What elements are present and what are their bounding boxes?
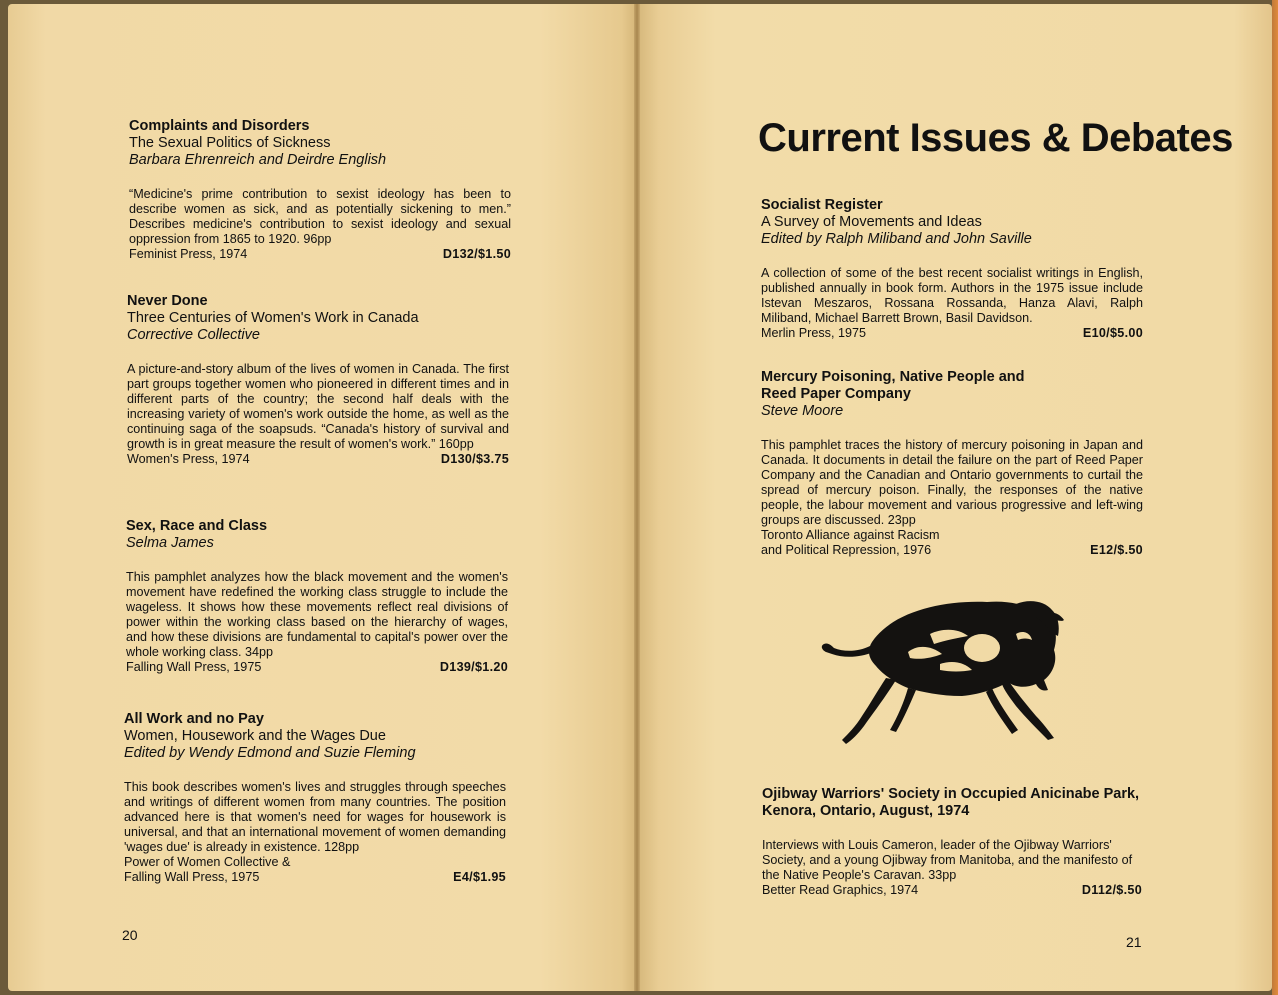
entry-author: Edited by Ralph Miliband and John Saville <box>761 231 1032 247</box>
entry-author: Selma James <box>126 535 214 551</box>
book-entry-complaints <box>129 118 511 262</box>
book-entry-ojibway-warriors <box>762 786 1142 898</box>
entry-publisher: Merlin Press, 1975 <box>761 326 866 340</box>
entry-author: Edited by Wendy Edmond and Suzie Fleming <box>124 745 416 761</box>
entry-description: This book describes women's lives and struggles through speeches and writings of different women from many countries. The position advanced here is that women's need for wages for housework is universal, and that an international movement of women demanding 'wages due' is already in existence. 128pp <box>124 780 506 854</box>
entry-subtitle: A Survey of Movements and Ideas <box>761 214 982 230</box>
entry-title: Ojibway Warriors' Society in Occupied Anicinabe Park, Kenora, Ontario, August, 1974 <box>762 786 1140 819</box>
entry-footer <box>127 452 509 467</box>
book-entry-mercury-poisoning <box>761 369 1143 558</box>
page-edge <box>1272 0 1278 995</box>
entry-title: All Work and no Pay <box>124 711 264 727</box>
book-entry-sex-race-class <box>126 518 508 675</box>
entry-title: Mercury Poisoning, Native People and Reed Paper Company <box>761 369 1025 402</box>
page-number-right: 21 <box>1126 934 1142 950</box>
entry-price: D132/$1.50 <box>442 247 511 261</box>
buffalo-illustration <box>812 592 1074 750</box>
book-entry-socialist-register <box>761 197 1143 341</box>
entry-title: Never Done <box>127 293 208 309</box>
entry-description: This pamphlet traces the history of mercury poisoning in Japan and Canada. It documents in detail the failure on the part of Reed Paper Company and the Canadian and Ontario governments to curtail the spread of mercury poison. Finally, the responses of the native people, the labour movement and various progressive and left-wing groups are discussed. 23pp <box>761 438 1143 527</box>
entry-description: A picture-and-story album of the lives of women in Canada. The first part groups together women who pioneered in different times and in different parts of the country; the second half deals with the increasing variety of women's work outside the home, as well as the continuing saga of the soapsuds. “Canada's history of survival and growth is in great measure the result of women's work.” 160pp <box>127 362 509 451</box>
entry-title: Sex, Race and Class <box>126 518 268 534</box>
buffalo-silhouette <box>822 601 1064 744</box>
book-entry-never-done <box>127 293 509 467</box>
entry-price: E12/$.50 <box>1090 543 1143 557</box>
page-number-left: 20 <box>122 927 138 943</box>
entry-description: A collection of some of the best recent socialist writings in English, published annually in book form. Authors in the 1975 issue include Istevan Meszaros, Rossana Rossanda, Hanza Alavi, Ralph Miliband, Michael Barrett Brown, Basil Davidson. <box>761 266 1143 325</box>
entry-description: “Medicine's prime contribution to sexist ideology has been to describe women as sick, and as potentially sickening to men.” Describes medicine's contribution to sexist ideology and sexual oppression from 1865 to 1920. 96pp <box>129 187 511 246</box>
entry-author: Steve Moore <box>761 403 844 419</box>
entry-author: Barbara Ehrenreich and Deirdre English <box>129 152 387 168</box>
entry-price: E4/$1.95 <box>453 870 506 884</box>
entry-description: This pamphlet analyzes how the black movement and the women's movement have redefined the working class struggle to include the wageless. It shows how these movements reflect real divisions of power within the working class based on the hierarchy of wages, and how these divisions are fundamental to capital's power over the whole working class. 34pp <box>126 570 508 659</box>
entry-description: Interviews with Louis Cameron, leader of the Ojibway Warriors' Society, and a young Ojibway from Manitoba, and the manifesto of the Native People's Caravan. 33pp <box>762 838 1133 882</box>
entry-footer <box>762 883 1142 898</box>
entry-publisher: Better Read Graphics, 1974 <box>762 883 919 897</box>
entry-footer <box>124 855 506 885</box>
section-heading: Current Issues & Debates <box>758 116 1233 160</box>
entry-footer <box>761 326 1143 341</box>
entry-subtitle: Women, Housework and the Wages Due <box>124 728 386 744</box>
entry-publisher: Toronto Alliance against Racism and Political Repression, 1976 <box>761 528 940 557</box>
entry-price: D112/$.50 <box>1081 883 1142 897</box>
entry-subtitle: The Sexual Politics of Sickness <box>129 135 331 151</box>
entry-publisher: Power of Women Collective & Falling Wall Press, 1975 <box>124 855 291 884</box>
entry-footer <box>761 528 1143 558</box>
entry-price: E10/$5.00 <box>1082 326 1143 340</box>
entry-author: Corrective Collective <box>127 327 260 343</box>
entry-publisher: Feminist Press, 1974 <box>129 247 248 261</box>
entry-price: D139/$1.20 <box>439 660 508 674</box>
entry-footer <box>126 660 508 675</box>
book-entry-all-work <box>124 711 506 885</box>
entry-footer <box>129 247 511 262</box>
entry-subtitle: Three Centuries of Women's Work in Canada <box>127 310 419 326</box>
entry-publisher: Falling Wall Press, 1975 <box>126 660 262 674</box>
entry-price: D130/$3.75 <box>440 452 509 466</box>
entry-publisher: Women's Press, 1974 <box>127 452 250 466</box>
entry-title: Complaints and Disorders <box>129 118 310 134</box>
entry-title: Socialist Register <box>761 197 883 213</box>
